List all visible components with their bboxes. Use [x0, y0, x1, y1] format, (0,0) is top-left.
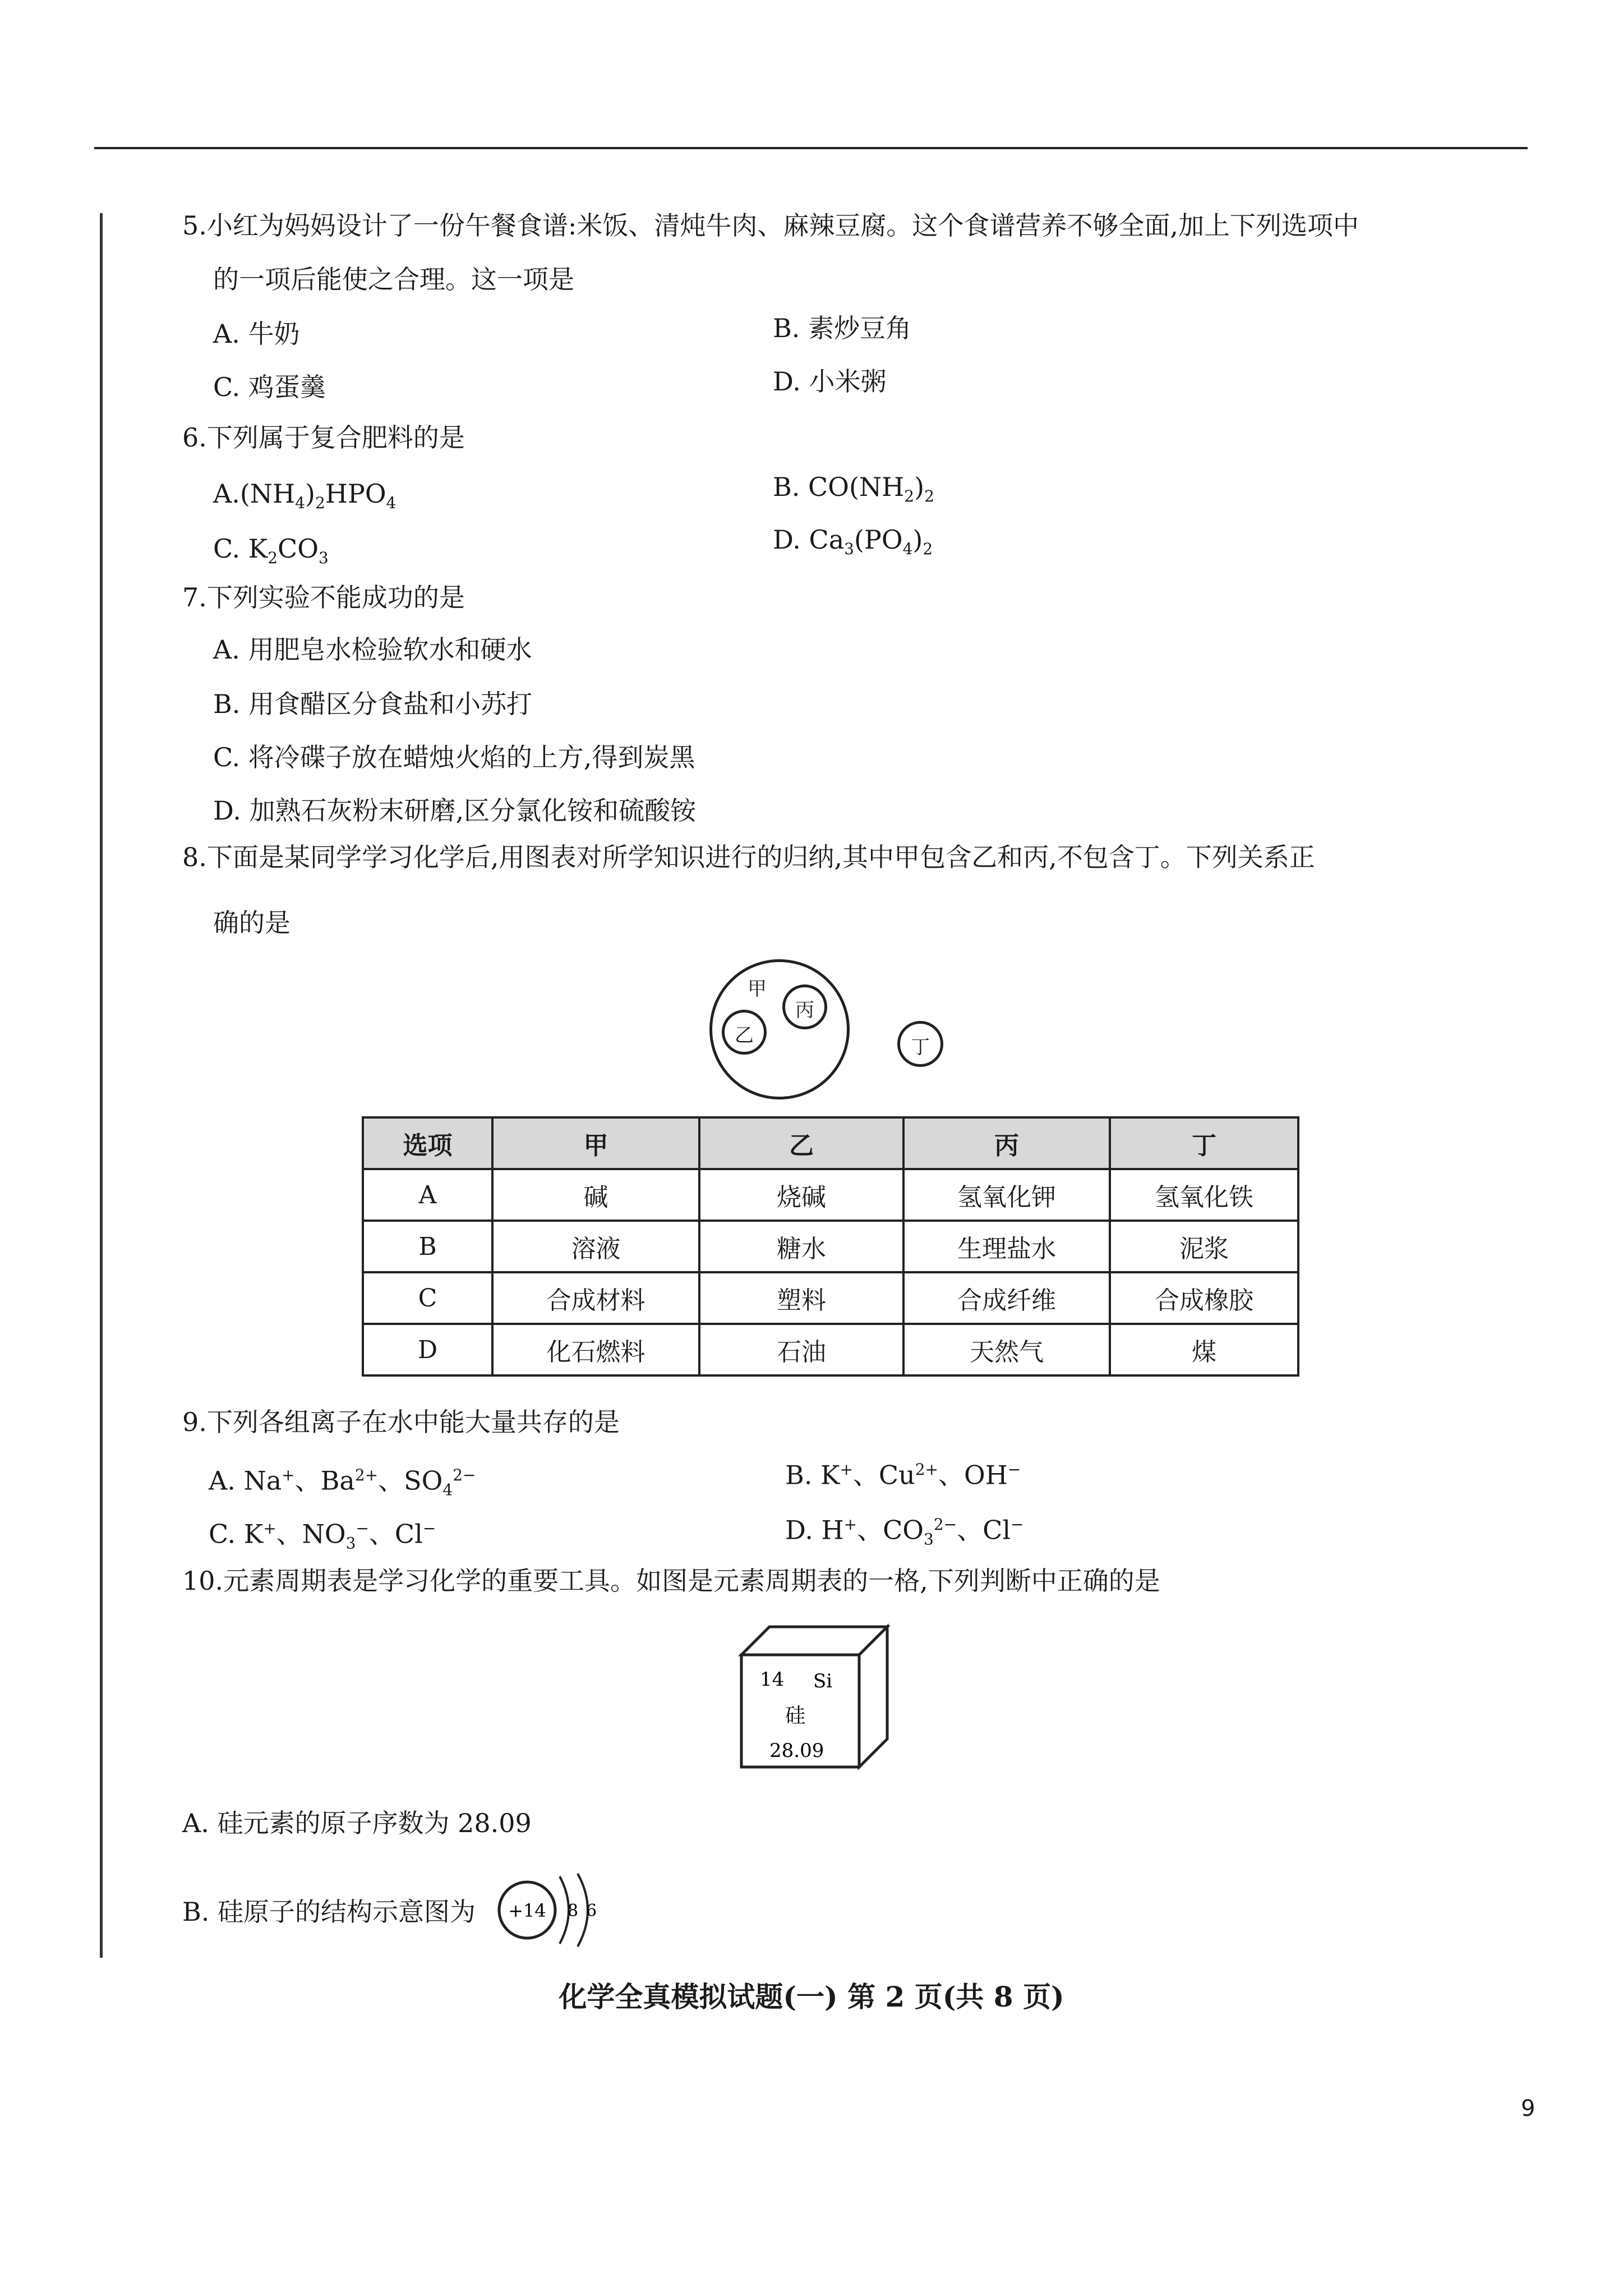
table-cell: 天然气: [903, 1324, 1110, 1375]
element-name: 硅: [785, 1704, 806, 1727]
element-number: 14: [760, 1668, 785, 1691]
table-cell: D: [363, 1324, 492, 1375]
q9-option-a: A. Na+、$Ba^{2+}$、$SO_4^{2-}$: [209, 1465, 476, 1499]
q8-stem-line2: 确的是: [213, 908, 291, 938]
label-jia: 甲: [748, 978, 767, 1000]
q9-option-c: C. K+、$NO_3^-$、Cl−: [209, 1519, 436, 1553]
q5-stem-line2: 的一项后能使之合理。这一项是: [213, 264, 574, 295]
q7-option-a: A. 用肥皂水检验软水和硬水: [213, 634, 532, 665]
table-cell: 碱: [492, 1169, 699, 1221]
table-cell: 化石燃料: [492, 1324, 699, 1375]
shell2-electrons: 6: [586, 1901, 597, 1921]
q5-option-a: A. 牛奶: [213, 319, 300, 349]
table-cell: 合成材料: [492, 1272, 699, 1324]
q6-option-c: C. $K_2CO_3$: [213, 533, 329, 568]
table-cell: 合成纤维: [903, 1272, 1110, 1324]
table-cell: C: [363, 1272, 492, 1324]
table-cell: 氢氧化钾: [903, 1169, 1110, 1221]
table-cell: 糖水: [699, 1221, 903, 1272]
q7-option-c: C. 将冷碟子放在蜡烛火焰的上方,得到炭黑: [213, 742, 695, 772]
q5-option-c: C. 鸡蛋羹: [213, 372, 326, 402]
table-row: [363, 1324, 1298, 1375]
q9-stem: 9.下列各组离子在水中能大量共存的是: [182, 1407, 620, 1437]
q9-option-d: D. H+、$CO_3^{2-}$、Cl−: [785, 1515, 1024, 1549]
table-cell: 石油: [699, 1324, 903, 1375]
table-header-row: [363, 1117, 1298, 1169]
table-row: [363, 1221, 1298, 1272]
label-yi: 乙: [735, 1024, 754, 1047]
q6-option-d: D. $Ca_3(PO_4)_2$: [773, 524, 933, 559]
label-ding: 丁: [911, 1036, 930, 1059]
header-yi: 乙: [699, 1117, 903, 1169]
label-bing: 丙: [795, 999, 814, 1022]
table-cell: 氢氧化铁: [1110, 1169, 1298, 1221]
q7-option-b: B. 用食醋区分食盐和小苏打: [213, 689, 533, 719]
q8-table: [362, 1116, 1299, 1377]
q5-option-d: D. 小米粥: [773, 366, 887, 397]
table-row: [363, 1272, 1298, 1324]
q8-stem-line1: 8.下面是某同学学习化学后,用图表对所学知识进行的归纳,其中甲包含乙和丙,不包含丁。下列关系正: [182, 842, 1315, 872]
shell1-electrons: 8: [568, 1901, 579, 1921]
element-symbol: Si: [813, 1670, 833, 1692]
q6-stem: 6.下列属于复合肥料的是: [182, 422, 465, 453]
q5-option-b: B. 素炒豆角: [773, 313, 912, 343]
header-jia: 甲: [492, 1117, 699, 1169]
q10-option-a: A. 硅元素的原子序数为 28.09: [182, 1808, 532, 1838]
nucleus-charge: +14: [508, 1900, 546, 1921]
q6-option-b: B. $CO(NH_2)_2$: [773, 472, 934, 506]
q7-option-d: D. 加熟石灰粉末研磨,区分氯化铵和硫酸铵: [213, 795, 697, 826]
table-cell: 合成橡胶: [1110, 1272, 1298, 1324]
table-row: [363, 1169, 1298, 1221]
q10-stem: 10.元素周期表是学习化学的重要工具。如图是元素周期表的一格,下列判断中正确的是: [182, 1566, 1160, 1596]
periodic-cell-cube: [729, 1616, 903, 1773]
table-cell: B: [363, 1221, 492, 1272]
header-bing: 丙: [903, 1117, 1110, 1169]
element-mass: 28.09: [769, 1740, 824, 1762]
table-cell: 塑料: [699, 1272, 903, 1324]
q10-option-b: B. 硅原子的结构示意图为: [182, 1897, 476, 1927]
atom-structure-diagram: [494, 1868, 606, 1952]
table-cell: A: [363, 1169, 492, 1221]
table-cell: 烧碱: [699, 1169, 903, 1221]
table-cell: 生理盐水: [903, 1221, 1110, 1272]
page-number: 9: [1521, 2096, 1536, 2122]
q5-stem-line1: 5.小红为妈妈设计了一份午餐食谱:米饭、清炖牛肉、麻辣豆腐。这个食谱营养不够全面,加上下列选项中: [182, 210, 1359, 241]
q7-stem: 7.下列实验不能成功的是: [182, 582, 465, 613]
page-footer: 化学全真模拟试题(一) 第 2 页(共 8 页): [559, 1980, 1064, 2013]
left-margin-rule: [100, 213, 103, 1958]
top-rule: [94, 147, 1528, 149]
header-option: 选项: [363, 1117, 492, 1169]
table-cell: 溶液: [492, 1221, 699, 1272]
header-ding: 丁: [1110, 1117, 1298, 1169]
q6-option-a: $A.(NH_4)_2HPO_4$: [213, 478, 396, 513]
q9-option-b: B. K+、$Cu^{2+}$、OH−: [785, 1460, 1021, 1490]
table-cell: 泥浆: [1110, 1221, 1298, 1272]
table-cell: 煤: [1110, 1324, 1298, 1375]
